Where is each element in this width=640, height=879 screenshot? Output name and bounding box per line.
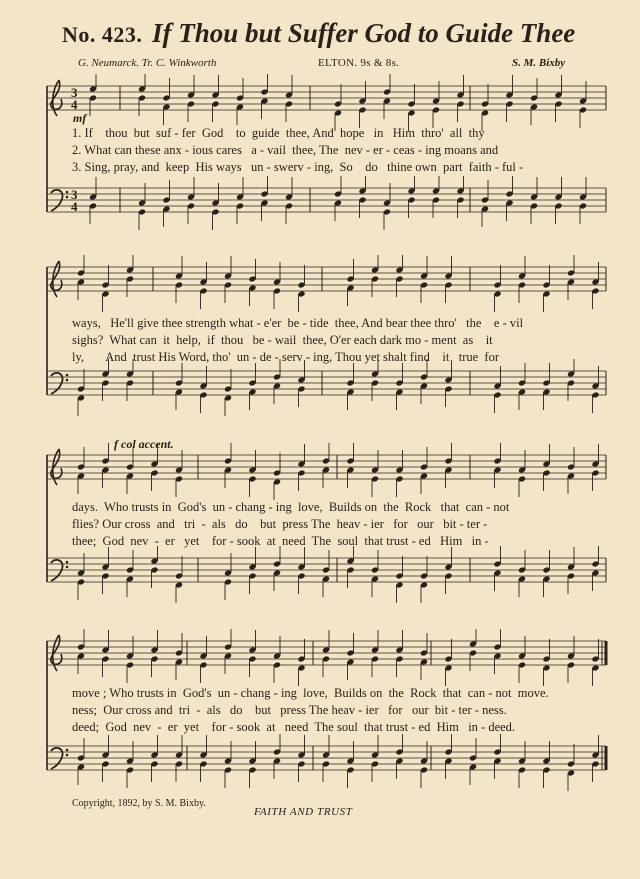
category-label: FAITH AND TRUST [254, 806, 353, 818]
lyric-verse-1: ways, He'll give thee strength what - e'er be - tide thee, And bear thee thro' the e - vil [72, 316, 524, 330]
bass-clef-dot [66, 754, 69, 757]
bass-clef-dot [66, 749, 69, 752]
lyric-verse-3: 3. Sing, pray, and keep His ways un - swerv - ing, So do thine own part faith - ful - [72, 160, 524, 174]
composer-credit: S. M. Bixby [512, 57, 566, 69]
bass-clef-icon [51, 560, 63, 581]
lyric-verse-1: days. Who trusts in God's un - chang - ing love, Builds on the Rock that can - not [72, 500, 510, 514]
bass-clef-dot [66, 191, 69, 194]
lyric-verse-3: ly, And trust His Word, tho' un - de - serv - ing, Thou yet shalt find it true for [72, 350, 500, 364]
lyric-verse-1: move ; Who trusts in God's un - chang - ing love, Builds on the Rock that can - not move. [72, 686, 549, 700]
lyric-verse-3: deed; God nev - er yet for - sook at need The soul that trust - ed Him in - deed. [72, 720, 516, 734]
lyric-verse-2: ness; Our cross and tri - als do but press The heav - ier for our bit - ter - ness. [72, 703, 507, 717]
lyric-verse-2: sighs? What can it help, if thou be - wail thee, O'er each dark mo - ment as it [72, 333, 493, 347]
tune-name: ELTON. 9s & 8s. [318, 57, 400, 69]
lyric-verse-3: thee; God nev - er yet for - sook at need The soul that trust - ed Him in - [72, 534, 489, 548]
bass-clef-icon [51, 373, 63, 394]
bass-clef-dot [66, 374, 69, 377]
bass-clef-dot [66, 196, 69, 199]
time-signature: 3 [71, 187, 78, 202]
hymn-number: No. 423. [62, 22, 143, 47]
bass-clef-dot [66, 561, 69, 564]
lyric-verse-2: 2. What can these anx - ious cares a - vail thee, The nev - er - ceas - ing moans and [72, 143, 499, 157]
time-signature: 3 [71, 85, 78, 100]
hymn-title: If Thou but Suffer God to Guide Thee [152, 18, 576, 48]
bass-clef-icon [51, 190, 63, 211]
bass-clef-dot [66, 379, 69, 382]
bass-clef-dot [66, 566, 69, 569]
time-signature: 4 [71, 199, 78, 214]
dynamic-mark: mf [73, 111, 87, 125]
lyric-verse-1: 1. If thou but suf - fer God to guide thee, And hope in Him thro' all thy [72, 126, 485, 140]
time-signature: 4 [71, 97, 78, 112]
lyric-verse-2: flies? Our cross and tri - als do but press The heav - ier for our bit - ter - [72, 517, 488, 531]
bass-clef-icon [51, 748, 63, 769]
author-credit: G. Neumarck. Tr. C. Winkworth [78, 57, 217, 69]
accent-mark: f col accent. [114, 437, 174, 451]
copyright-notice: Copyright, 1892, by S. M. Bixby. [72, 798, 206, 809]
